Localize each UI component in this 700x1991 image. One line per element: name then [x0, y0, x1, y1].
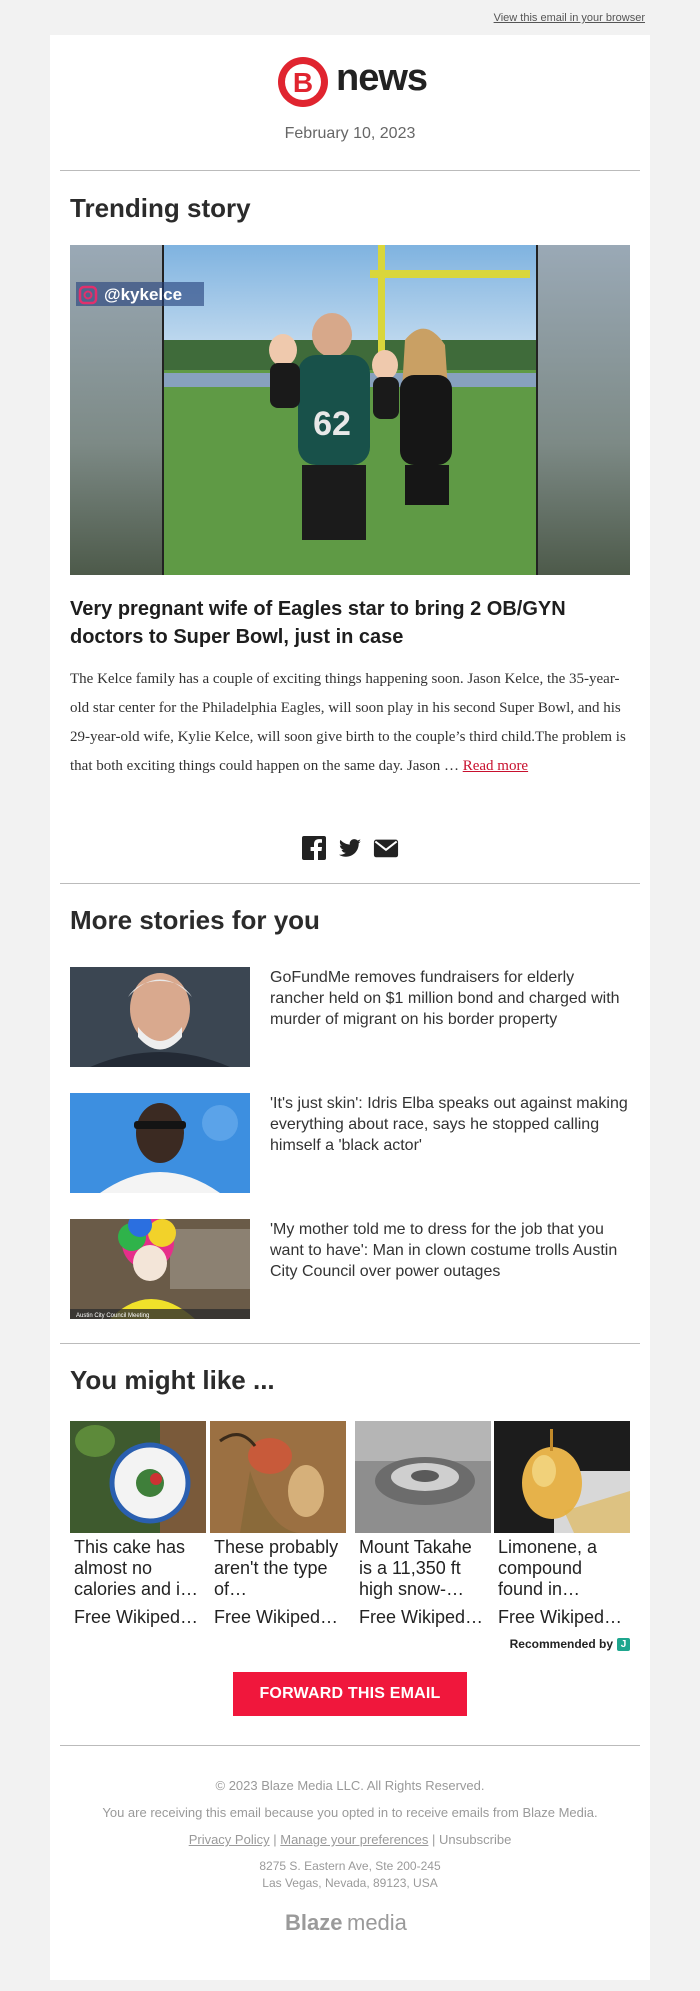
email-card	[50, 35, 650, 1980]
recommended-item[interactable]	[70, 1421, 206, 1628]
forward-email-button[interactable]: FORWARD THIS EMAIL	[233, 1672, 467, 1716]
recommended-title[interactable]: Mount Takahe is a 11,350 ft high snow-…	[359, 1537, 472, 1599]
read-more-link[interactable]: Read more	[462, 758, 529, 774]
story-item[interactable]	[70, 1093, 630, 1193]
footer-copyright: © 2023 Blaze Media LLC. All Rights Reserved.	[215, 1778, 485, 1793]
recommended-item[interactable]	[355, 1421, 491, 1628]
recommended-title[interactable]: Limonene, a compound found in…	[498, 1537, 598, 1599]
recommended-item[interactable]	[210, 1421, 346, 1628]
issue-date: February 10, 2023	[284, 125, 416, 142]
hero-photo	[70, 245, 630, 575]
footer-optin-notice: You are receiving this email because you opted in to receive emails from Blaze Media.	[102, 1805, 598, 1820]
masthead	[50, 55, 650, 115]
unsubscribe-link[interactable]: Unsubscribe	[439, 1832, 512, 1847]
story-thumbnail[interactable]	[70, 1219, 250, 1319]
story-headline[interactable]: 'My mother told me to dress for the job that you want to have': Man in clown costume trolls Austin City Council over power outages	[270, 1221, 618, 1280]
recommended-by[interactable]	[510, 1637, 630, 1651]
recommended-title[interactable]: This cake has almost no calories and i…	[74, 1537, 199, 1599]
facebook-icon[interactable]	[301, 835, 327, 861]
recommended-source: Free Wikipedi…	[214, 1607, 343, 1627]
svg-text:@kykelce: @kykelce	[104, 285, 183, 304]
trending-summary-text: The Kelce family has a couple of exciting things happening soon. Jason Kelce, the 35-year-old star center for the Philadelphia Eagles, will soon play in his second Super Bowl, and his 29-year-old wife, Kylie Kelce, will soon give birth to the couple’s third child.The problem is that both exciting things could happen on the same day. Jason …	[70, 671, 626, 774]
share-bar	[50, 835, 650, 863]
footer-address-line-1: 8275 S. Eastern Ave, Ste 200-245	[259, 1859, 441, 1873]
recommended-source: Free Wikipedi…	[74, 1607, 203, 1627]
footer-links	[50, 1832, 650, 1847]
more-stories-section-title: More stories for you	[70, 905, 320, 935]
twitter-icon[interactable]	[337, 835, 363, 861]
brand-wordmark: news	[336, 57, 428, 99]
footer-separator: |	[432, 1832, 436, 1847]
trending-summary	[70, 665, 630, 781]
recommended-thumbnail[interactable]	[210, 1421, 346, 1533]
blaze-logo-icon	[276, 55, 330, 109]
recommended-by-label: Recommended by	[509, 1637, 613, 1651]
trending-headline[interactable]: Very pregnant wife of Eagles star to bring 2 OB/GYN doctors to Super Bowl, just in case	[70, 598, 566, 648]
svg-text:B: B	[292, 67, 314, 98]
footer-separator: |	[273, 1832, 277, 1847]
recommended-title[interactable]: These probably aren't the type of…	[214, 1537, 339, 1599]
you-might-like-section-title: You might like ...	[70, 1365, 275, 1395]
story-thumbnail[interactable]	[70, 1093, 250, 1193]
footer-address-line-2: Las Vegas, Nevada, 89123, USA	[262, 1876, 438, 1890]
recommended-source: Free Wikipedi…	[359, 1607, 488, 1627]
divider	[60, 1343, 640, 1344]
story-item[interactable]	[70, 1219, 630, 1319]
view-in-browser-link[interactable]: View this email in your browser	[493, 12, 645, 24]
recommender-logo-icon: J	[617, 1638, 630, 1651]
story-thumbnail[interactable]	[70, 967, 250, 1067]
recommended-thumbnail[interactable]	[70, 1421, 206, 1533]
svg-text:62: 62	[313, 405, 351, 443]
recommended-thumbnail[interactable]	[494, 1421, 630, 1533]
divider	[60, 1745, 640, 1746]
svg-text:Austin City Council Meeting: Austin City Council Meeting	[76, 1313, 150, 1319]
story-headline[interactable]: GoFundMe removes fundraisers for elderly rancher held on $1 million bond and charged with murder of migrant on his border property	[270, 969, 620, 1028]
story-headline[interactable]: 'It's just skin': Idris Elba speaks out against making everything about race, says he stopped calling himself a 'black actor'	[270, 1095, 628, 1154]
svg-text:Blaze: Blaze	[285, 1910, 343, 1935]
privacy-policy-link[interactable]: Privacy Policy	[188, 1832, 270, 1847]
recommended-source: Free Wikipedi…	[498, 1607, 627, 1627]
story-item[interactable]	[70, 967, 630, 1067]
divider	[60, 883, 640, 884]
recommended-item[interactable]	[494, 1421, 630, 1628]
svg-text:media: media	[347, 1910, 407, 1935]
manage-preferences-link[interactable]: Manage your preferences	[280, 1832, 429, 1847]
trending-section-title: Trending story	[70, 193, 251, 223]
email-icon[interactable]	[373, 835, 399, 861]
trending-story-image[interactable]	[70, 245, 630, 575]
divider	[60, 170, 640, 171]
top-bar	[0, 0, 700, 35]
recommended-thumbnail[interactable]	[355, 1421, 491, 1533]
blaze-media-logo[interactable]	[285, 1907, 425, 1937]
